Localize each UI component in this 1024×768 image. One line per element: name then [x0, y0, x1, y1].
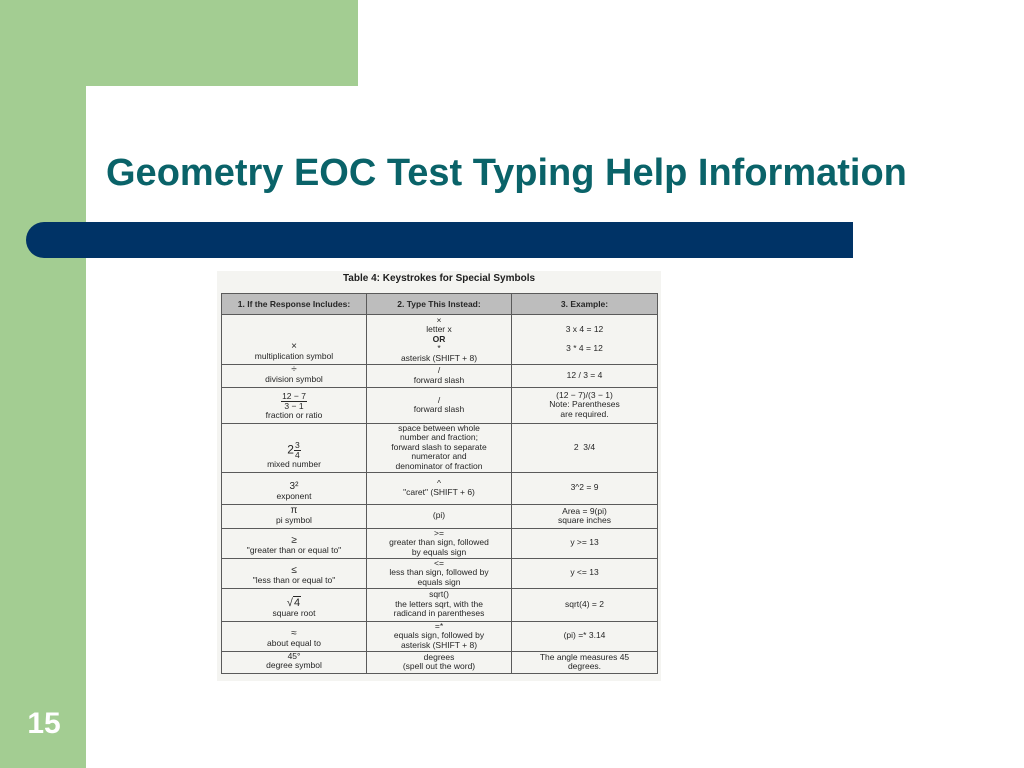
- example-cell: [512, 423, 658, 472]
- table-caption: Table 4: Keystrokes for Special Symbols: [342, 273, 536, 284]
- example-line: 2 3/4: [573, 441, 596, 452]
- table-row: [222, 588, 658, 621]
- header-example: 3. Example:: [512, 294, 658, 315]
- type-line: by equals sign: [411, 546, 467, 557]
- type-instead-cell: [367, 558, 512, 588]
- response-cell: [222, 365, 367, 388]
- type-line: the letters sqrt, with the: [395, 598, 483, 609]
- symbol-name: mixed number: [267, 459, 321, 469]
- example-line: Area = 9(pi): [562, 505, 607, 516]
- example-line: 3 x 4 = 12: [565, 324, 604, 335]
- type-instead-cell: [367, 588, 512, 621]
- type-line: =*: [434, 620, 444, 631]
- response-cell: [222, 651, 367, 673]
- type-line: OR: [432, 333, 446, 344]
- type-line: (spell out the word): [402, 661, 476, 672]
- type-line: equals sign: [417, 576, 461, 587]
- title-underline-bar: [26, 222, 853, 258]
- type-instead-cell: [367, 651, 512, 673]
- response-cell: [222, 504, 367, 528]
- type-line: "caret" (SHIFT + 6): [403, 487, 475, 498]
- type-line: greater than sign, followed: [389, 537, 489, 548]
- example-cell: [512, 504, 658, 528]
- mixed-whole: 2: [287, 442, 294, 457]
- slide-title: Geometry EOC Test Typing Help Information: [106, 152, 907, 194]
- symbol-name: division symbol: [265, 374, 323, 384]
- example-line: degrees.: [567, 661, 602, 672]
- type-line: sqrt(): [429, 589, 449, 600]
- table-row: [222, 472, 658, 504]
- table-row: [222, 504, 658, 528]
- type-line: asterisk (SHIFT + 8): [400, 639, 478, 650]
- type-line: less than sign, followed by: [389, 567, 489, 578]
- example-cell: [512, 315, 658, 365]
- example-line: The angle measures 45: [539, 651, 630, 662]
- example-line: 3 * 4 = 12: [566, 343, 603, 353]
- scanned-table-image: [217, 271, 661, 681]
- type-line: ^: [437, 477, 441, 488]
- type-line: forward slash: [413, 374, 465, 385]
- example-line: 12 / 3 = 4: [566, 370, 603, 380]
- table-header-row: [222, 294, 658, 315]
- fraction-numerator: 12 − 7: [282, 391, 306, 401]
- type-instead-cell: [367, 365, 512, 388]
- symbol-name: degree symbol: [266, 660, 322, 671]
- example-cell: [512, 472, 658, 504]
- response-cell: [222, 558, 367, 588]
- type-line: equals sign, followed by: [393, 630, 485, 641]
- example-cell: [512, 651, 658, 673]
- example-cell: [512, 365, 658, 388]
- mixed-number-symbol: [224, 441, 364, 460]
- response-cell: [222, 528, 367, 558]
- type-instead-cell: [367, 504, 512, 528]
- mixed-denominator: 4: [294, 450, 300, 460]
- type-instead-cell: [367, 423, 512, 472]
- symbol-name: about equal to: [267, 638, 321, 648]
- table-row: [222, 423, 658, 472]
- example-cell: [512, 558, 658, 588]
- type-line: <=: [434, 557, 444, 568]
- type-line: degrees: [423, 651, 455, 662]
- type-instead-cell: [367, 621, 512, 651]
- table-row: [222, 528, 658, 558]
- example-line: y <= 13: [570, 567, 599, 578]
- approx-equal-symbol: ≈: [291, 628, 297, 639]
- example-cell: [512, 387, 658, 423]
- type-instead-cell: [367, 387, 512, 423]
- type-line: space between whole: [398, 422, 480, 433]
- table-row: [222, 558, 658, 588]
- type-instead-cell: [367, 528, 512, 558]
- example-line: (12 − 7)/(3 − 1): [556, 389, 613, 400]
- less-equal-symbol: ≤: [291, 565, 297, 576]
- greater-equal-symbol: ≥: [291, 535, 297, 546]
- symbol-name: pi symbol: [276, 515, 312, 525]
- response-cell: [222, 423, 367, 472]
- type-line: /: [437, 365, 441, 376]
- multiplication-symbol: ×: [291, 341, 297, 353]
- symbol-name: "greater than or equal to": [246, 545, 342, 555]
- example-line: (pi) =* 3.14: [563, 630, 606, 641]
- table-row: [222, 621, 658, 651]
- symbol-name: multiplication symbol: [254, 351, 334, 362]
- slide-number: 15: [27, 707, 61, 740]
- table-row: [222, 387, 658, 423]
- response-cell: [222, 387, 367, 423]
- pi-symbol: π: [290, 505, 298, 516]
- example-cell: [512, 528, 658, 558]
- type-line: forward slash to separate: [391, 441, 487, 452]
- response-cell: [222, 588, 367, 621]
- example-cell: [512, 588, 658, 621]
- example-line: square inches: [558, 515, 611, 526]
- fraction-denominator: 3 − 1: [284, 401, 304, 411]
- type-line: /: [437, 394, 441, 405]
- division-symbol: ÷: [291, 364, 297, 375]
- square-root-symbol: √4: [286, 597, 301, 610]
- header-response: 1. If the Response Includes:: [222, 294, 367, 315]
- table-row: [222, 365, 658, 388]
- type-line: numerator and: [411, 451, 467, 462]
- type-line: *: [437, 343, 441, 354]
- example-line: sqrt(4) = 2: [565, 598, 604, 609]
- type-instead-cell: [367, 315, 512, 365]
- fraction-symbol: [281, 392, 307, 411]
- degree-symbol: 45°: [287, 650, 301, 661]
- type-line: radicand in parentheses: [393, 608, 485, 619]
- keystroke-table: [221, 293, 658, 674]
- exponent-symbol: 3²: [289, 481, 299, 492]
- type-instead-cell: [367, 472, 512, 504]
- radicand: 4: [293, 597, 301, 610]
- type-line: denominator of fraction: [395, 460, 483, 471]
- type-line: asterisk (SHIFT + 8): [400, 352, 478, 363]
- example-line: 3^2 = 9: [570, 482, 599, 493]
- type-line: (pi): [432, 510, 446, 521]
- response-cell: [222, 621, 367, 651]
- table-row: [222, 315, 658, 365]
- top-green-band: [0, 0, 358, 86]
- symbol-name: "less than or equal to": [252, 575, 336, 585]
- table-row: [222, 651, 658, 673]
- type-line: letter x: [426, 324, 452, 335]
- response-cell: [222, 315, 367, 365]
- example-line: Note: Parentheses: [549, 399, 620, 410]
- example-line: y >= 13: [570, 537, 599, 548]
- type-line: number and fraction;: [400, 432, 478, 443]
- type-line: forward slash: [413, 404, 465, 415]
- mixed-numerator: 3: [294, 440, 300, 450]
- response-cell: [222, 472, 367, 504]
- header-type-instead: 2. Type This Instead:: [367, 294, 512, 315]
- symbol-name: exponent: [276, 491, 312, 501]
- left-green-band: [0, 0, 86, 768]
- example-line: are required.: [560, 408, 609, 419]
- type-line: ×: [436, 314, 442, 325]
- symbol-name: square root: [272, 608, 316, 618]
- example-cell: [512, 621, 658, 651]
- type-line: >=: [434, 527, 444, 538]
- symbol-name: fraction or ratio: [265, 410, 323, 420]
